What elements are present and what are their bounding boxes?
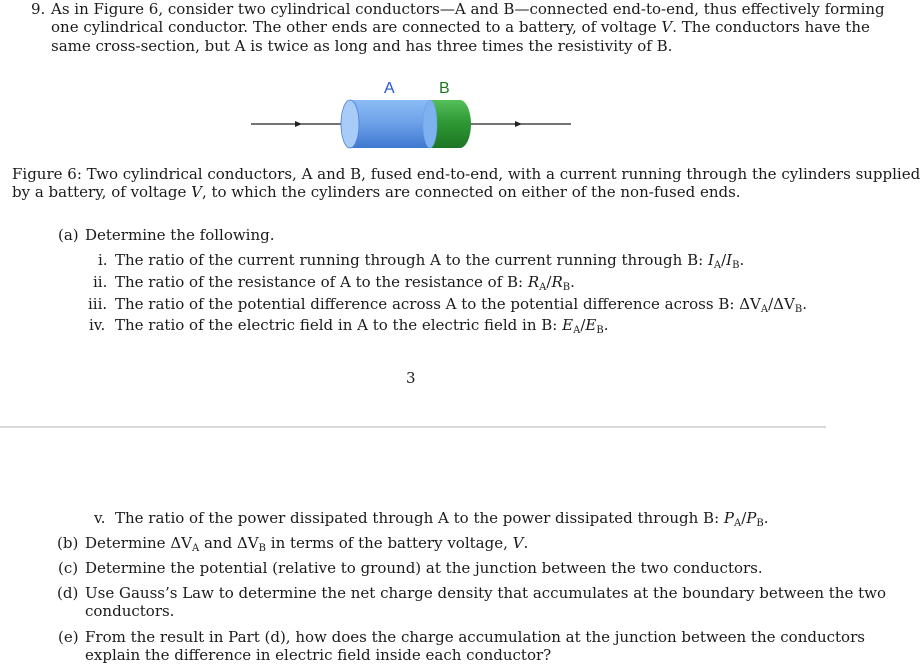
item-ii-text: The ratio of the resistance of A to the resistance of B: $R_A/R_B$. [115,273,575,293]
item-v-num: v. [94,509,106,527]
part-c-text: Determine the potential (relative to ground) at the junction between the two conductors. [85,559,763,577]
item-v-text: The ratio of the power dissipated through A to the power dissipated through B: $P_A/P_B$. [115,509,769,529]
left-current-arrow [295,121,302,127]
label-b: B [439,80,450,97]
part-a-label: (a) [58,226,79,244]
item-iii-text: The ratio of the potential difference across A to the potential difference across B: $\Delta V_A/\Delta V_B$. [115,295,807,315]
problem-text-line2: one cylindrical conductor. The other ends are connected to a battery, of voltage V. The conductors have the [51,18,870,36]
part-e-line1: From the result in Part (d), how does the charge accumulation at the junction between the conductors [85,628,865,646]
part-a-text: Determine the following. [85,226,275,244]
figure-caption-line1: Figure 6: Two cylindrical conductors, A and B, fused end-to-end, with a current running through the cylinders supplied [12,165,920,183]
part-e-line2: explain the difference in electric field inside each conductor? [85,646,552,664]
right-current-arrow [515,121,522,127]
cylinder-b-end [449,100,471,148]
part-d-label: (d) [57,584,79,602]
item-iv-text: The ratio of the electric field in A to the electric field in B: $E_A/E_B$. [115,316,609,336]
item-iii-num: iii. [88,295,108,313]
part-b-text: Determine $\Delta V_A$ and $\Delta V_B$ in terms of the battery voltage, V. [85,534,529,554]
cylinder-a-body [350,100,430,148]
problem-number: 9. [31,0,46,18]
part-b-label: (b) [57,534,79,552]
part-d-line2: conductors. [85,602,175,620]
item-i-num: i. [98,251,108,269]
figure-caption-line2: by a battery, of voltage V, to which the cylinders are connected on either of the non-fused ends. [12,183,741,201]
junction-face [423,100,437,148]
item-ii-num: ii. [93,273,108,291]
cylinder-figure [240,76,580,156]
part-e-label: (e) [58,628,79,646]
item-i-text: The ratio of the current running through A to the current running through B: $I_A/I_B$. [115,251,745,271]
part-d-line1: Use Gauss’s Law to determine the net charge density that accumulates at the boundary between the two [85,584,886,602]
page-break-divider [0,426,826,428]
item-iv-num: iv. [89,316,106,334]
problem-text-line3: same cross-section, but A is twice as long and has three times the resistivity of B. [51,37,673,55]
problem-text-line1: As in Figure 6, consider two cylindrical conductors—A and B—connected end-to-end, thus effectively forming [51,0,885,18]
label-a: A [384,80,395,97]
page-number: 3 [406,369,416,387]
cylinder-a-end [341,100,359,148]
part-c-label: (c) [58,559,79,577]
